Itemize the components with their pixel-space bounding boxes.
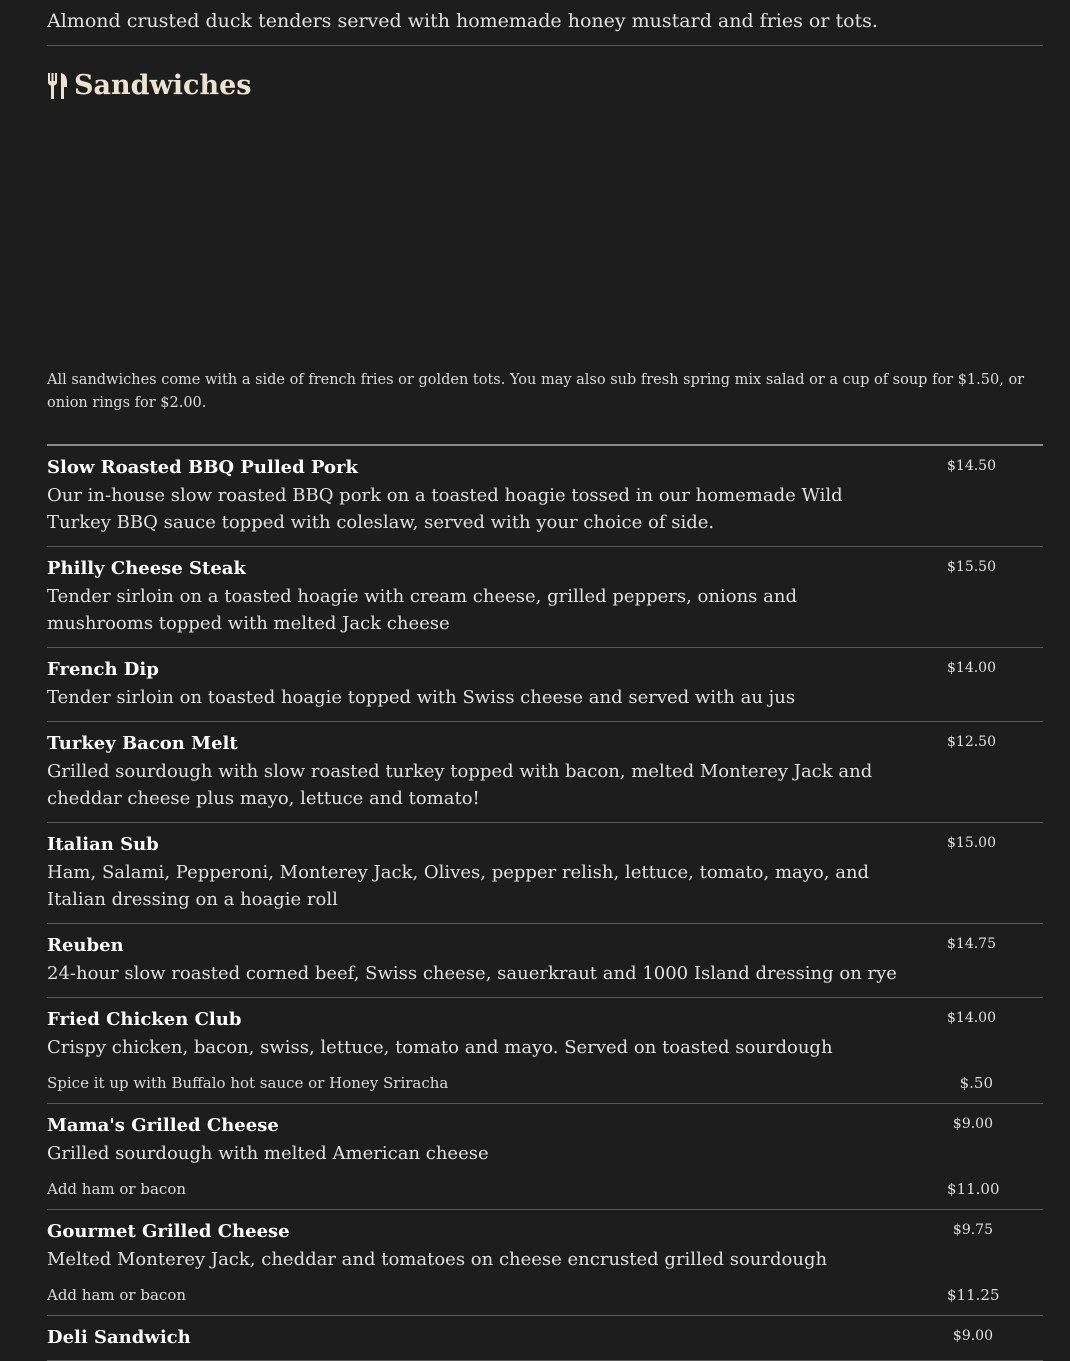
menu-item-header	[47, 732, 1043, 756]
item-name: Fried Chicken Club	[47, 1009, 242, 1030]
menu-item	[47, 1104, 1043, 1210]
menu-item	[47, 648, 1043, 722]
menu-item-header	[47, 1008, 1043, 1032]
menu-item	[47, 823, 1043, 924]
item-description: Tender sirloin on a toasted hoagie with cream cheese, grilled peppers, onions and mushrooms topped with melted Jack cheese	[47, 586, 797, 634]
item-description: 24-hour slow roasted corned beef, Swiss cheese, sauerkraut and 1000 Island dressing on rye	[47, 963, 897, 984]
menu-item-header	[47, 1220, 1043, 1244]
addon-price: $11.00	[947, 1180, 1000, 1198]
section-title-text: Sandwiches	[74, 70, 252, 101]
section-title	[47, 70, 251, 101]
menu-item	[47, 547, 1043, 648]
item-price: $14.50	[947, 458, 996, 474]
item-price: $15.50	[947, 559, 996, 575]
addon-label: Spice it up with Buffalo hot sauce or Honey Sriracha	[47, 1074, 449, 1092]
item-name: Gourmet Grilled Cheese	[47, 1221, 290, 1242]
divider	[47, 45, 1043, 46]
item-name: Philly Cheese Steak	[47, 558, 246, 579]
menu-item-header	[47, 557, 1043, 581]
menu-item	[47, 924, 1043, 998]
addon-price: $.50	[959, 1074, 993, 1092]
item-name: French Dip	[47, 659, 159, 680]
addon-label: Add ham or bacon	[47, 1286, 187, 1304]
menu-item-header	[47, 456, 1043, 480]
item-description: Tender sirloin on toasted hoagie topped with Swiss cheese and served with au jus	[47, 687, 796, 708]
menu-item	[47, 722, 1043, 823]
item-description: Ham, Salami, Pepperoni, Monterey Jack, Olives, pepper relish, lettuce, tomato, mayo, and Italian dressing on a hoagie roll	[47, 862, 870, 910]
item-addon	[47, 1073, 1043, 1093]
item-name: Deli Sandwich	[47, 1327, 191, 1348]
item-price: $14.00	[947, 1010, 996, 1026]
item-price: $15.00	[947, 835, 996, 851]
item-description: Almond crusted duck tenders served with homemade honey mustard and fries or tots.	[47, 10, 878, 32]
item-name: Slow Roasted BBQ Pulled Pork	[47, 457, 358, 478]
item-description: Grilled sourdough with melted American cheese	[47, 1143, 489, 1164]
menu-item	[47, 446, 1043, 547]
menu-items-list	[47, 446, 1043, 1361]
section-note: All sandwiches come with a side of french fries or golden tots. You may also sub fresh spring mix salad or a cup of soup for $1.50, or onion rings for $2.00.	[47, 372, 1025, 411]
menu-item-header	[47, 833, 1043, 857]
item-name: Italian Sub	[47, 834, 159, 855]
utensils-icon	[47, 73, 68, 99]
item-addon	[47, 1179, 1043, 1199]
menu-item-previous	[47, 0, 1043, 35]
item-addon	[47, 1285, 1043, 1305]
item-description: Our in-house slow roasted BBQ pork on a toasted hoagie tossed in our homemade Wild Turkey BBQ sauce topped with coleslaw, served with your choice of side.	[47, 485, 843, 533]
item-price: $9.00	[952, 1328, 993, 1344]
item-name: Reuben	[47, 935, 124, 956]
item-description: Crispy chicken, bacon, swiss, lettuce, tomato and mayo. Served on toasted sourdough	[47, 1037, 833, 1058]
item-price: $14.00	[947, 660, 996, 676]
item-price: $9.00	[952, 1116, 993, 1132]
menu-item-header	[47, 934, 1043, 958]
menu-item	[47, 998, 1043, 1104]
item-description: Melted Monterey Jack, cheddar and tomatoes on cheese encrusted grilled sourdough	[47, 1249, 828, 1270]
item-description: Grilled sourdough with slow roasted turkey topped with bacon, melted Monterey Jack and cheddar cheese plus mayo, lettuce and tomato!	[47, 761, 873, 809]
item-name: Mama's Grilled Cheese	[47, 1115, 279, 1136]
menu-item	[47, 1210, 1043, 1316]
menu-item-header	[47, 658, 1043, 682]
addon-price: $11.25	[947, 1286, 1000, 1304]
addon-label: Add ham or bacon	[47, 1180, 187, 1198]
menu-item	[47, 1316, 1043, 1361]
item-price: $9.75	[952, 1222, 993, 1238]
item-price: $12.50	[947, 734, 996, 750]
menu-item-header	[47, 1114, 1043, 1138]
menu-item-header	[47, 1326, 1043, 1350]
item-price: $14.75	[947, 936, 996, 952]
item-name: Turkey Bacon Melt	[47, 733, 238, 754]
